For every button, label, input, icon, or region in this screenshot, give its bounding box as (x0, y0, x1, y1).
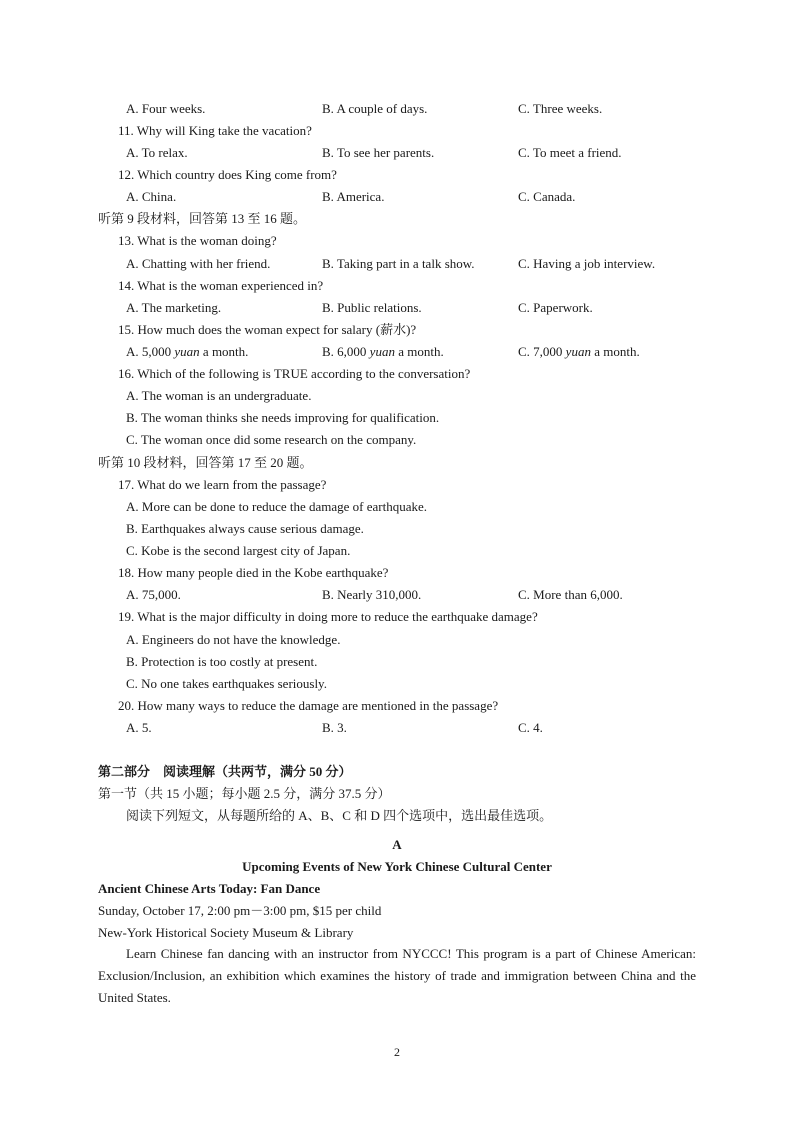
q12-option-a: A. China. (126, 189, 177, 204)
q12-stem: 12. Which country does King come from? (118, 167, 337, 182)
q12-option-b: B. America. (322, 189, 385, 204)
event-time: Sunday, October 17, 2:00 pm－3:00 pm, $15 per child (98, 903, 382, 918)
q18-option-b: B. Nearly 310,000. (322, 587, 422, 602)
q18-option-c: C. More than 6,000. (518, 587, 623, 602)
q16-option-c: C. The woman once did some research on the company. (126, 432, 417, 447)
q19-option-b: B. Protection is too costly at present. (126, 654, 318, 669)
q15-option-b: B. 6,000 yuan a month. (322, 344, 444, 359)
q17-option-a: A. More can be done to reduce the damage of earthquake. (126, 499, 428, 514)
q15-option-c: C. 7,000 yuan a month. (518, 344, 640, 359)
part2-heading: 第二部分 阅读理解（共两节，满分 50 分） (98, 764, 352, 779)
q11-option-c: C. To meet a friend. (518, 145, 622, 160)
q20-option-a: A. 5. (126, 720, 152, 735)
event-title: Ancient Chinese Arts Today: Fan Dance (98, 881, 321, 896)
listening-instruction-10: 听第 10 段材料，回答第 17 至 20 题。 (98, 455, 313, 470)
q20-option-b: B. 3. (322, 720, 347, 735)
q13-option-a: A. Chatting with her friend. (126, 256, 271, 271)
listening-instruction-9: 听第 9 段材料，回答第 13 至 16 题。 (98, 211, 307, 226)
q11-option-b: B. To see her parents. (322, 145, 435, 160)
q14-stem: 14. What is the woman experienced in? (118, 278, 324, 293)
q17-option-c: C. Kobe is the second largest city of Japan. (126, 543, 351, 558)
q16-stem: 16. Which of the following is TRUE according to the conversation? (118, 366, 471, 381)
q14-option-b: B. Public relations. (322, 300, 422, 315)
q14-option-c: C. Paperwork. (518, 300, 593, 315)
q16-option-a: A. The woman is an undergraduate. (126, 388, 312, 403)
q10-option-b: B. A couple of days. (322, 101, 428, 116)
passage-title: Upcoming Events of New York Chinese Cultural Center (242, 859, 552, 874)
q19-option-a: A. Engineers do not have the knowledge. (126, 632, 341, 647)
passage-letter: A (392, 837, 402, 852)
q17-option-b: B. Earthquakes always cause serious damage. (126, 521, 364, 536)
q17-stem: 17. What do we learn from the passage? (118, 477, 327, 492)
q13-option-c: C. Having a job interview. (518, 256, 656, 271)
q18-option-a: A. 75,000. (126, 587, 181, 602)
q16-option-b: B. The woman thinks she needs improving for qualification. (126, 410, 440, 425)
q15-option-a: A. 5,000 yuan a month. (126, 344, 249, 359)
q19-stem: 19. What is the major difficulty in doing more to reduce the earthquake damage? (118, 609, 538, 624)
page-number: 2 (394, 1045, 400, 1059)
q18-stem: 18. How many people died in the Kobe earthquake? (118, 565, 389, 580)
q11-option-a: A. To relax. (126, 145, 188, 160)
part2-section1: 第一节（共 15 小题；每小题 2.5 分，满分 37.5 分） (98, 786, 391, 801)
q19-option-c: C. No one takes earthquakes seriously. (126, 676, 327, 691)
q11-stem: 11. Why will King take the vacation? (118, 123, 312, 138)
q13-stem: 13. What is the woman doing? (118, 233, 277, 248)
q12-option-c: C. Canada. (518, 189, 576, 204)
q20-option-c: C. 4. (518, 720, 543, 735)
q14-option-a: A. The marketing. (126, 300, 222, 315)
q10-option-c: C. Three weeks. (518, 101, 603, 116)
q13-option-b: B. Taking part in a talk show. (322, 256, 475, 271)
q10-option-a: A. Four weeks. (126, 101, 206, 116)
part2-directions: 阅读下列短文，从每题所给的 A、B、C 和 D 四个选项中，选出最佳选项。 (126, 808, 553, 823)
q15-stem: 15. How much does the woman expect for salary (薪水)? (118, 322, 417, 337)
event-description: Learn Chinese fan dancing with an instructor from NYCCC! This program is a part of Chinese American: Exclusion/Inclusion, an exhibition which examines the history of trade and immigration between China and the United States. (98, 946, 696, 1005)
q20-stem: 20. How many ways to reduce the damage are mentioned in the passage? (118, 698, 499, 713)
event-place: New-York Historical Society Museum & Library (98, 925, 354, 940)
